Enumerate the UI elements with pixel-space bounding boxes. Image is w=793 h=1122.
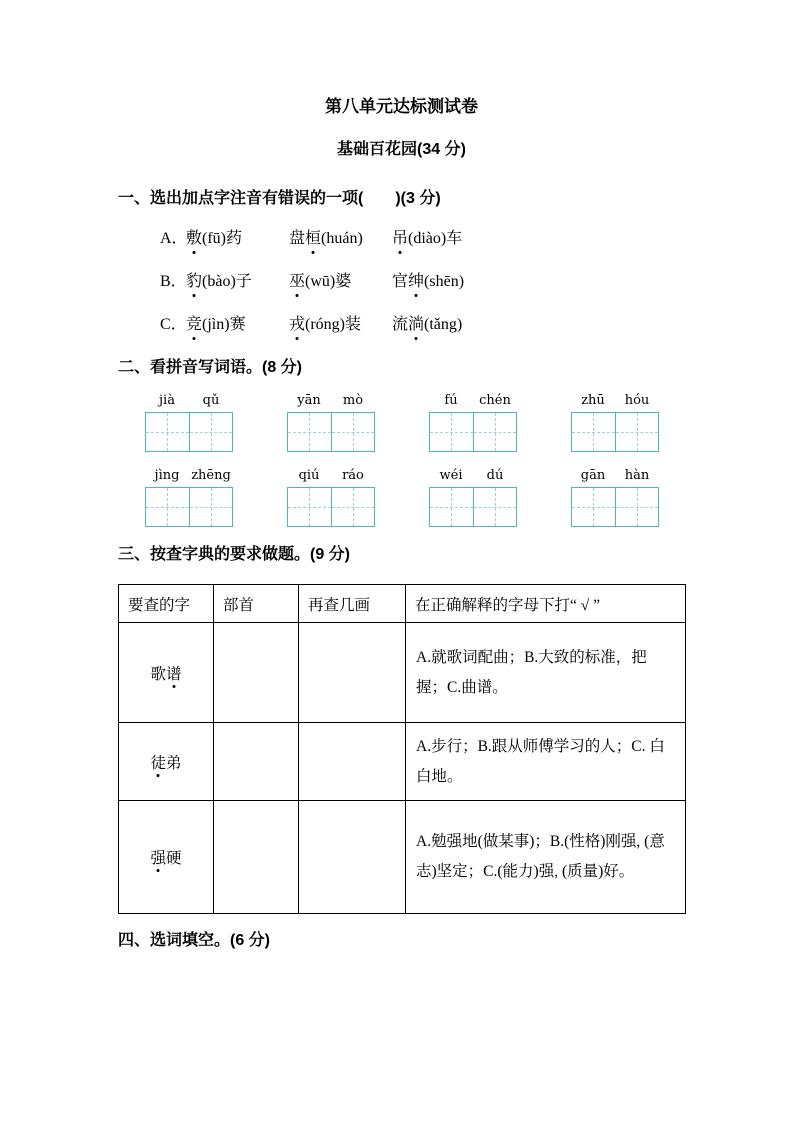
- word-dot-char: 淌: [408, 314, 424, 336]
- word-post: (róng)装: [305, 316, 362, 333]
- word-post: (tǎng): [424, 316, 463, 333]
- pinyin-row: [145, 393, 685, 452]
- word-dot-char: 戎: [289, 314, 305, 336]
- pinyin-syllable: mò: [342, 393, 364, 408]
- pinyin-syllable: chén: [479, 393, 511, 408]
- grid-cell: [146, 413, 189, 451]
- pinyin-labels: [287, 393, 375, 409]
- pinyin-labels: [429, 393, 517, 409]
- grid-cell: [572, 488, 615, 526]
- radical-answer-cell: [214, 801, 299, 914]
- grid-cell: [430, 413, 473, 451]
- word-dot-char: 谱: [166, 662, 182, 684]
- table-header-cell: 部首: [214, 585, 299, 623]
- word-dot-char: 强: [150, 846, 166, 868]
- writing-grid: [145, 487, 233, 527]
- grid-cell: [288, 488, 331, 526]
- option-row-b: [160, 271, 685, 293]
- grid-cell: [615, 413, 659, 451]
- option-label: C．: [160, 316, 187, 333]
- pinyin-syllable: wéi: [439, 468, 463, 483]
- radical-answer-cell: [214, 623, 299, 723]
- word-pre: 官: [392, 273, 409, 290]
- grid-cell: [189, 488, 233, 526]
- explanation-cell: A.就歌词配曲；B.大致的标准，把握；C.曲谱。: [406, 623, 686, 723]
- pinyin-syllable: jìng: [154, 468, 180, 483]
- word-dot-char: 徒: [150, 751, 166, 773]
- strokes-answer-cell: [299, 801, 406, 914]
- word-post: (diào)车: [408, 230, 463, 247]
- grid-cell: [572, 413, 615, 451]
- pinyin-labels: [571, 468, 659, 484]
- word-post: (shēn): [424, 273, 465, 290]
- pinyin-syllable: fú: [444, 393, 458, 408]
- word-post: (wū)婆: [305, 273, 352, 290]
- word-item: [186, 314, 289, 336]
- lookup-word-cell: [119, 723, 214, 801]
- option-row-a: [160, 228, 685, 250]
- word-post: 弟: [166, 754, 182, 772]
- grid-cell: [331, 488, 375, 526]
- page-title: 第八单元达标测试卷: [325, 97, 478, 116]
- pinyin-syllable: zhēng: [191, 468, 231, 483]
- pinyin-syllable: hóu: [624, 393, 650, 408]
- pinyin-labels: [429, 468, 517, 484]
- grid-cell: [615, 488, 659, 526]
- writing-grid: [287, 487, 375, 527]
- pinyin-group: [145, 393, 233, 452]
- question-4-heading: 四、选词填空。(6 分): [118, 932, 271, 949]
- pinyin-syllable: jià: [159, 393, 175, 408]
- pinyin-syllable: zhū: [581, 393, 605, 408]
- writing-grid: [571, 412, 659, 452]
- pinyin-labels: [287, 468, 375, 484]
- word-dot-char: 巫: [289, 271, 305, 293]
- word-dot-char: 吊: [392, 228, 408, 250]
- pinyin-syllable: qǔ: [202, 393, 220, 408]
- pinyin-group: [429, 468, 517, 527]
- word-post: 硬: [166, 850, 182, 867]
- word-post: (fū)药: [202, 230, 243, 247]
- option-row-c: [160, 314, 685, 336]
- word-pre: 盘: [289, 230, 306, 247]
- word-item: [289, 271, 392, 293]
- dictionary-lookup-table: [118, 584, 686, 914]
- option-label: A．: [160, 230, 188, 247]
- word-item: [392, 314, 462, 336]
- writing-grid: [145, 412, 233, 452]
- table-header-cell: 要查的字: [119, 585, 214, 623]
- pinyin-group: [571, 468, 659, 527]
- pinyin-group: [571, 393, 659, 452]
- grid-cell: [430, 488, 473, 526]
- table-header-cell: 再查几画: [299, 585, 406, 623]
- grid-cell: [146, 488, 189, 526]
- table-row: [119, 801, 686, 914]
- word-post: (jìn)赛: [202, 316, 246, 333]
- word-post: (huán): [321, 230, 363, 247]
- word-dot-char: 桓: [305, 228, 321, 250]
- pinyin-labels: [571, 393, 659, 409]
- pinyin-syllable: yān: [297, 393, 321, 408]
- question-1-heading: 一、选出加点字注音有错误的一项( )(3 分): [118, 190, 441, 207]
- word-item: [289, 314, 392, 336]
- word-item: [289, 228, 392, 250]
- word-dot-char: 敷: [186, 228, 202, 250]
- writing-grid: [287, 412, 375, 452]
- pinyin-group: [429, 393, 517, 452]
- pinyin-labels: [145, 393, 233, 409]
- option-label: B．: [160, 273, 187, 290]
- pinyin-syllable: gān: [580, 468, 606, 483]
- word-item: [186, 228, 289, 250]
- word-dot-char: 豹: [186, 271, 202, 293]
- explanation-cell: A.勉强地(做某事)；B.(性格)刚强, (意志)坚定；C.(能力)强, (质量)好。: [406, 801, 686, 914]
- pinyin-row: [145, 468, 685, 527]
- word-post: (bào)子: [202, 273, 252, 290]
- grid-cell: [189, 413, 233, 451]
- question-2-heading: 二、看拼音写词语。(8 分): [118, 359, 303, 376]
- word-dot-char: 竞: [186, 314, 202, 336]
- pinyin-labels: [145, 468, 233, 484]
- section-banner: 基础百花园(34 分): [337, 141, 466, 158]
- word-pre: 流: [392, 316, 409, 333]
- pinyin-syllable: hàn: [624, 468, 650, 483]
- lookup-word-cell: [119, 801, 214, 914]
- grid-cell: [473, 488, 517, 526]
- strokes-answer-cell: [299, 723, 406, 801]
- pinyin-group: [287, 468, 375, 527]
- question-1-options: [160, 228, 685, 336]
- table-row: [119, 723, 686, 801]
- grid-cell: [473, 413, 517, 451]
- writing-grid: [571, 487, 659, 527]
- table-header-cell: 在正确解释的字母下打“ √ ”: [406, 585, 686, 623]
- grid-cell: [288, 413, 331, 451]
- pinyin-syllable: qiú: [298, 468, 320, 483]
- table-row: [119, 623, 686, 723]
- word-pre: 歌: [150, 665, 166, 683]
- strokes-answer-cell: [299, 623, 406, 723]
- word-item: [392, 228, 462, 250]
- word-dot-char: 绅: [408, 271, 424, 293]
- question-3-heading: 三、按查字典的要求做题。(9 分): [118, 546, 351, 563]
- explanation-cell: A.步行；B.跟从师傅学习的人；C. 白白地。: [406, 723, 686, 801]
- pinyin-syllable: dú: [486, 468, 504, 483]
- pinyin-group: [287, 393, 375, 452]
- table-header-row: [119, 585, 686, 623]
- pinyin-syllable: ráo: [342, 468, 364, 483]
- radical-answer-cell: [214, 723, 299, 801]
- writing-grid: [429, 487, 517, 527]
- lookup-word-cell: [119, 623, 214, 723]
- writing-grid: [429, 412, 517, 452]
- pinyin-group: [145, 468, 233, 527]
- word-item: [186, 271, 289, 293]
- grid-cell: [331, 413, 375, 451]
- word-item: [392, 271, 464, 293]
